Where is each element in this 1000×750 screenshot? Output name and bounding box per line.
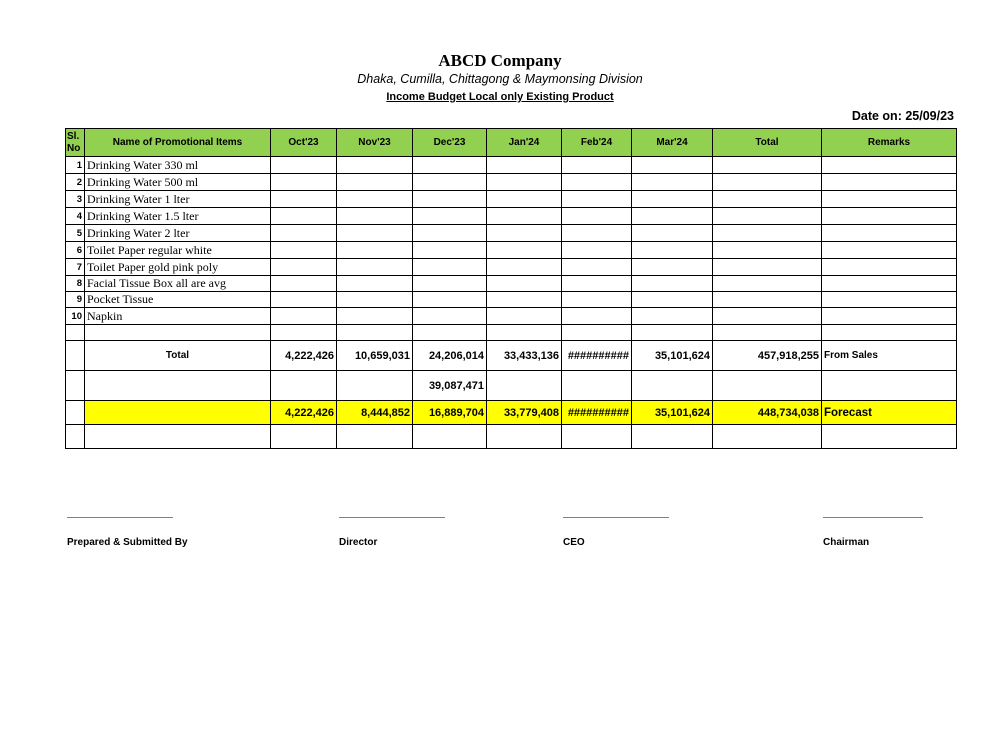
total-oct: 4,222,426: [271, 341, 337, 371]
report-date: Date on: 25/09/23: [851, 109, 954, 123]
col-header-mar: Mar'24: [632, 129, 713, 157]
table-row: [66, 174, 957, 191]
signature-prepared: Prepared & Submitted By: [67, 537, 188, 548]
forecast-nov: 8,444,852: [337, 401, 413, 425]
forecast-jan: 33,779,408: [487, 401, 562, 425]
signature-chairman: Chairman: [823, 537, 870, 548]
row-item-name: Napkin: [85, 308, 271, 325]
blank-row: [66, 325, 957, 341]
row-sl: 10: [66, 308, 85, 325]
row-item-name: Drinking Water 500 ml: [85, 174, 271, 191]
row-sl: 8: [66, 276, 85, 292]
forecast-total: 448,734,038: [713, 401, 822, 425]
row-item-name: Pocket Tissue: [85, 292, 271, 308]
col-header-sl: Sl. No: [66, 129, 85, 157]
row-item-name: Facial Tissue Box all are avg: [85, 276, 271, 292]
signature-ceo: CEO: [563, 537, 585, 548]
table-row: [66, 308, 957, 325]
report-subtitle: Income Budget Local only Existing Product: [386, 91, 614, 103]
row-item-name: Drinking Water 1 lter: [85, 191, 271, 208]
signature-line-ceo: [563, 517, 669, 518]
col-header-total: Total: [713, 129, 822, 157]
col-header-item: Name of Promotional Items: [85, 129, 271, 157]
forecast-feb: ##########: [562, 401, 632, 425]
row-sl: 7: [66, 259, 85, 276]
signature-line-director: [339, 517, 445, 518]
extra-dec: 39,087,471: [413, 371, 487, 401]
table-row: [66, 157, 957, 174]
extra-row: [66, 371, 957, 401]
col-header-jan: Jan'24: [487, 129, 562, 157]
col-header-nov: Nov'23: [337, 129, 413, 157]
row-item-name: Toilet Paper regular white: [85, 242, 271, 259]
row-item-name: Drinking Water 2 lter: [85, 225, 271, 242]
forecast-mar: 35,101,624: [632, 401, 713, 425]
total-feb: ##########: [562, 341, 632, 371]
signature-line-prepared: [67, 517, 173, 518]
total-dec: 24,206,014: [413, 341, 487, 371]
forecast-row: [66, 401, 957, 425]
row-sl: 3: [66, 191, 85, 208]
row-item-name: Drinking Water 1.5 lter: [85, 208, 271, 225]
table-row: [66, 276, 957, 292]
table-row: [66, 191, 957, 208]
forecast-oct: 4,222,426: [271, 401, 337, 425]
total-row: [66, 341, 957, 371]
row-sl: 1: [66, 157, 85, 174]
table-row: [66, 208, 957, 225]
table-row: [66, 292, 957, 308]
row-sl: 6: [66, 242, 85, 259]
table-row: [66, 242, 957, 259]
row-item-name: Drinking Water 330 ml: [85, 157, 271, 174]
forecast-dec: 16,889,704: [413, 401, 487, 425]
forecast-remarks: Forecast: [822, 401, 957, 425]
table-row: [66, 259, 957, 276]
table-header-row: [66, 129, 957, 157]
row-item-name: Toilet Paper gold pink poly: [85, 259, 271, 276]
row-sl: 5: [66, 225, 85, 242]
blank-row: [66, 425, 957, 449]
row-sl: 9: [66, 292, 85, 308]
row-sl: 2: [66, 174, 85, 191]
col-header-oct: Oct'23: [271, 129, 337, 157]
signature-line-chairman: [823, 517, 923, 518]
total-mar: 35,101,624: [632, 341, 713, 371]
col-header-dec: Dec'23: [413, 129, 487, 157]
total-label: Total: [85, 341, 271, 371]
col-header-feb: Feb'24: [562, 129, 632, 157]
table-row: [66, 225, 957, 242]
division-text: Dhaka, Cumilla, Chittagong & Maymonsing Division: [357, 72, 643, 86]
signature-director: Director: [339, 537, 378, 548]
total-jan: 33,433,136: [487, 341, 562, 371]
budget-table: [65, 128, 957, 449]
row-sl: 4: [66, 208, 85, 225]
total-sum: 457,918,255: [713, 341, 822, 371]
company-name: ABCD Company: [438, 51, 562, 70]
col-header-remarks: Remarks: [822, 129, 957, 157]
total-remarks: From Sales: [822, 341, 957, 371]
total-nov: 10,659,031: [337, 341, 413, 371]
